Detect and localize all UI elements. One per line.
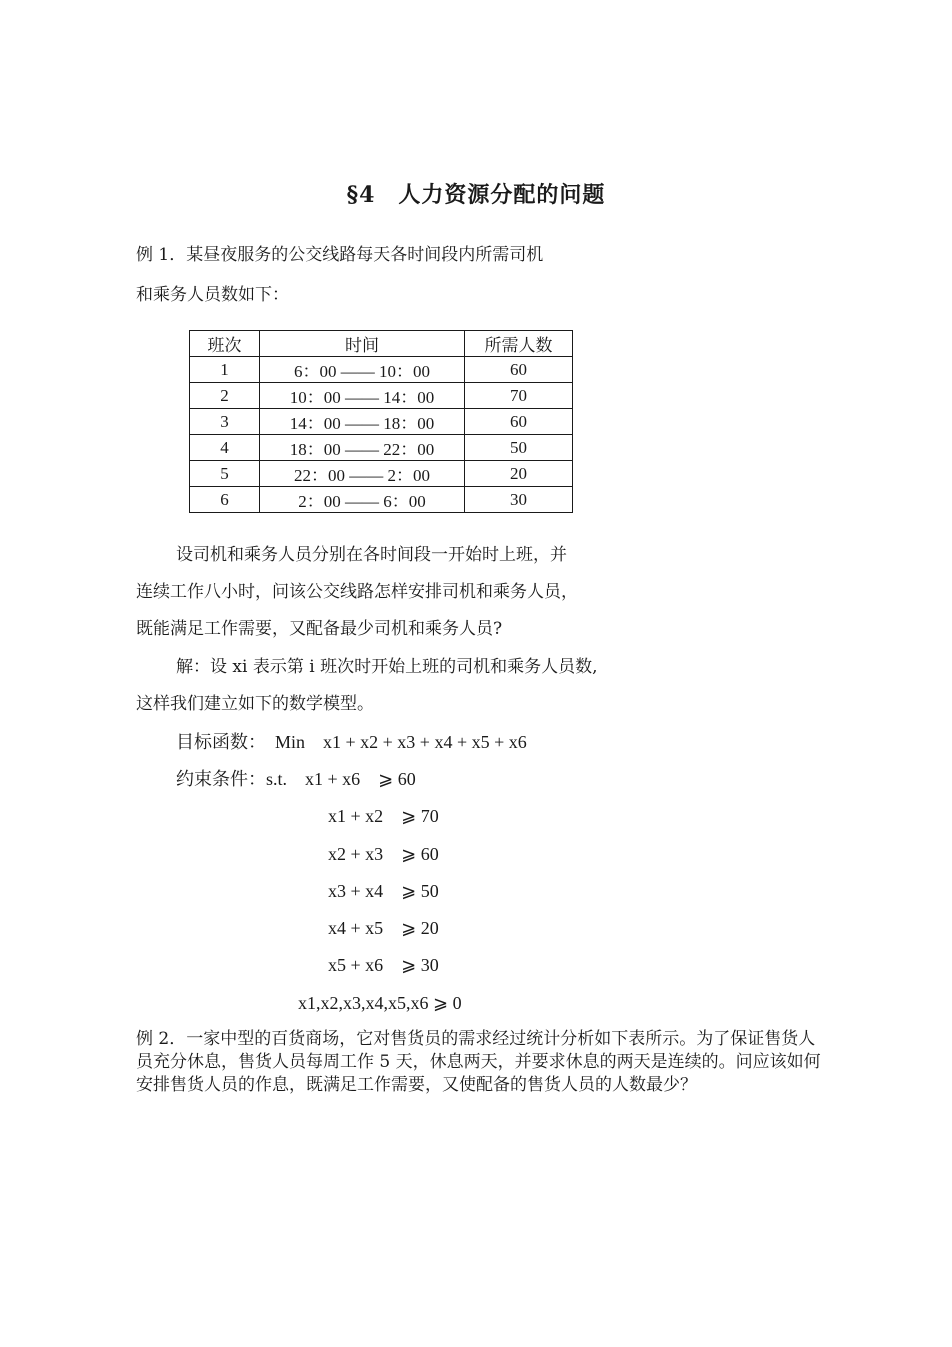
- constraint: x5 + x6 ⩾ 30: [328, 955, 439, 975]
- question-line: 设司机和乘务人员分别在各时间段一开始时上班，并: [176, 545, 567, 565]
- table-cell: 2: [190, 383, 260, 409]
- constraint: x4 + x5 ⩾ 20: [328, 918, 439, 938]
- table-cell: 6: [190, 487, 260, 513]
- table-row: [190, 383, 573, 409]
- table-row: [190, 357, 573, 383]
- table-cell: 22：00 —— 2：00: [260, 461, 465, 487]
- table-row: [190, 435, 573, 461]
- table-cell: 50: [465, 435, 573, 461]
- table-cell: 20: [465, 461, 573, 487]
- table-header-cell: 所需人数: [465, 331, 573, 357]
- table-cell: 14：00 —— 18：00: [260, 409, 465, 435]
- table-cell: 2：00 —— 6：00: [260, 487, 465, 513]
- table-header-cell: 班次: [190, 331, 260, 357]
- constraints-label: 约束条件：s.t. x1 + x6 ⩾ 60: [176, 769, 416, 789]
- example2-paragraph: 例 2．一家中型的百货商场，它对售货员的需求经过统计分析如下表所示。为了保证售货人员充分休息，售货人员每周工作 5 天，休息两天，并要求休息的两天是连续的。问应该如何安排售货人员的作息，既满足工作需要，又使配备的售货人员的人数最少？: [136, 1029, 821, 1095]
- table-cell: 3: [190, 409, 260, 435]
- constraint: x2 + x3 ⩾ 60: [328, 844, 439, 864]
- table-cell: 18：00 —— 22：00: [260, 435, 465, 461]
- question-line: 既能满足工作需要，又配备最少司机和乘务人员?: [136, 619, 503, 639]
- table-cell: 70: [465, 383, 573, 409]
- constraint: x1 + x2 ⩾ 70: [328, 806, 439, 826]
- table-cell: 30: [465, 487, 573, 513]
- table-row: [190, 409, 573, 435]
- example1-intro-line1: 例 1．某昼夜服务的公交线路每天各时间段内所需司机: [136, 245, 544, 265]
- nonnegativity-constraint: x1,x2,x3,x4,x5,x6 ⩾ 0: [298, 993, 462, 1013]
- table-row: [190, 461, 573, 487]
- solution-line: 解：设 xi 表示第 i 班次时开始上班的司机和乘务人员数,: [176, 657, 598, 677]
- constraint: x3 + x4 ⩾ 50: [328, 881, 439, 901]
- table-cell: 4: [190, 435, 260, 461]
- table-cell: 5: [190, 461, 260, 487]
- table-cell: 10：00 —— 14：00: [260, 383, 465, 409]
- solution-line: 这样我们建立如下的数学模型。: [136, 694, 374, 714]
- table-row: [190, 487, 573, 513]
- question-line: 连续工作八小时，问该公交线路怎样安排司机和乘务人员，: [136, 582, 578, 602]
- table-cell: 60: [465, 409, 573, 435]
- table-header-row: [190, 331, 573, 357]
- table-cell: 6：00 —— 10：00: [260, 357, 465, 383]
- objective-function: 目标函数： Min x1 + x2 + x3 + x4 + x5 + x6: [176, 732, 527, 752]
- shift-table: [189, 330, 573, 513]
- table-header-cell: 时间: [260, 331, 465, 357]
- table-cell: 1: [190, 357, 260, 383]
- table-cell: 60: [465, 357, 573, 383]
- section-title: §4 人力资源分配的问题: [346, 182, 606, 208]
- example1-intro-line2: 和乘务人员数如下：: [136, 285, 289, 305]
